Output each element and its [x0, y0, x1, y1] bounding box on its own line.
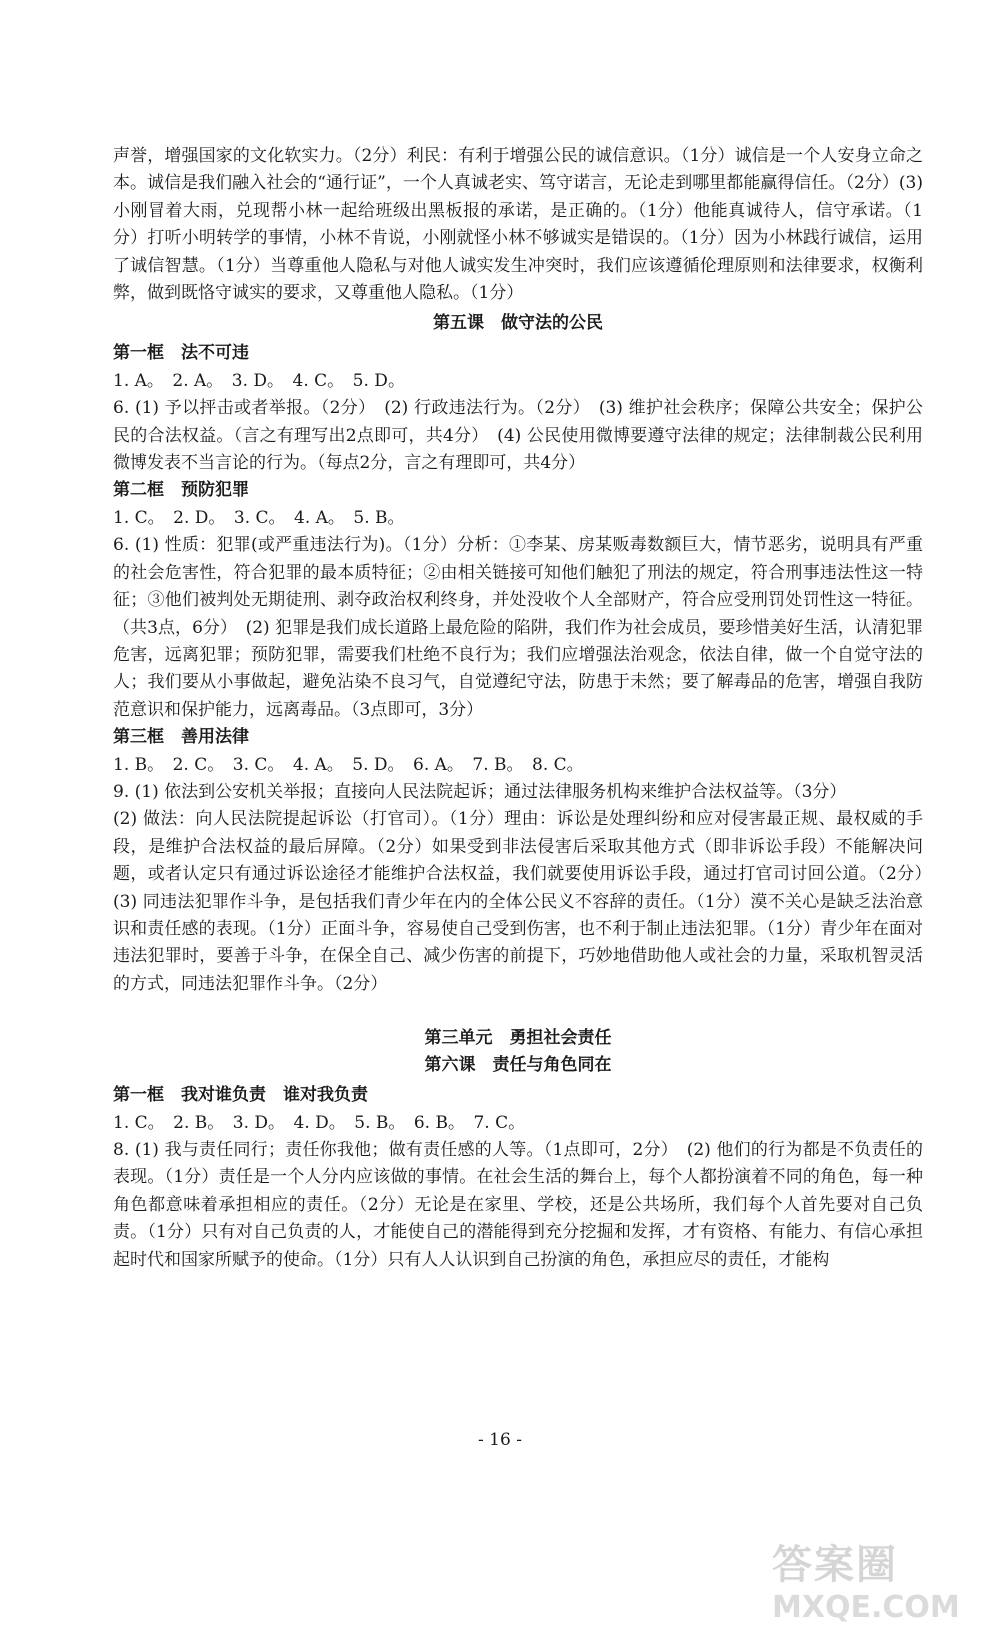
lesson5-title: 第五课 做守法的公民 — [433, 313, 603, 334]
lesson5-frame3-title: 第三框 善用法律 — [113, 727, 249, 748]
lesson5-frame1-q6: 6. (1) 予以抨击或者举报。（2分） (2) 行政违法行为。（2分） (3) 维护社会秩序；保障公共安全；保护公民的合法权益。（言之有理写出2点即可，共4分） (4) 公民使用微博要遵守法律的规定；法律制裁公民利用微博发表不当言论的行为。（每点2分，言之有理即可，共4分） — [113, 398, 923, 474]
intro-paragraph: 声誉，增强国家的文化软实力。（2分）利民：有利于增强公民的诚信意识。（1分）诚信是一个人安身立命之本。诚信是我们融入社会的“通行证”，一个人真诚老实、笃守诺言，无论走到哪里都能赢得信任。（2分）(3) 小刚冒着大雨，兑现帮小林一起给班级出黑板报的承诺，是正确的。（1分）他能真诚待人，信守承诺。（1分）打听小明转学的事情，小林不肯说，小刚就怪小林不够诚实是错误的。（1分）因为小林践行诚信，运用了诚信智慧。（1分）当尊重他人隐私与对他人诚实发生冲突时，我们应该遵循伦理原则和法律要求，权衡利弊，做到既恪守诚实的要求，又尊重他人隐私。（1分） — [113, 146, 923, 304]
lesson5-frame2-q6: 6. (1) 性质：犯罪(或严重违法行为)。（1分）分析：①李某、房某贩毒数额巨大，情节恶劣，说明具有严重的社会危害性，符合犯罪的最本质特征；②由相关链接可知他们触犯了刑法的规定，符合刑事违法性这一特征；③他们被判处无期徒刑、剥夺政治权利终身，并处没收个人全部财产，符合应受刑罚处罚性这一特征。（共3点，6分） (2) 犯罪是我们成长道路上最危险的陷阱，我们作为社会成员，要珍惜美好生活，认清犯罪危害，远离犯罪；预防犯罪，需要我们杜绝不良行为；我们应增强法治观念，依法自律，做一个自觉守法的人；我们要从小事做起，避免沾染不良习气，自觉遵纪守法，防患于未然；要了解毒品的危害，增强自我防范意识和保护能力，远离毒品。（3点即可，3分） — [113, 535, 923, 720]
lesson5-frame2-title: 第二框 预防犯罪 — [113, 480, 249, 501]
lesson6-title: 第六课 责任与角色同在 — [424, 1055, 612, 1076]
lesson5-frame2-choices: 1. C。 2. D。 3. C。 4. A。 5. B。 — [113, 507, 405, 528]
lesson5-frame1-choices: 1. A。 2. A。 3. D。 4. C。 5. D。 — [113, 370, 405, 391]
lesson6-frame1-q8: 8. (1) 我与责任同行；责任你我他；做有责任感的人等。（1点即可，2分） (2) 他们的行为都是不负责任的表现。（1分）责任是一个人分内应该做的事情。在社会生活的舞台上，每个人都扮演着不同的角色，每一种角色都意味着承担相应的责任。（2分）无论是在家里、学校，还是公共场所，我们每个人首先要对自己负责。（1分）只有对自己负责的人，才能使自己的潜能得到充分挖掘和发挥，才有资格、有能力、有信心承担起时代和国家所赋予的使命。（1分）只有人人认识到自己扮演的角色，承担应尽的责任，才能构 — [113, 1140, 923, 1270]
watermark-logo — [772, 1533, 972, 1633]
lesson6-frame1-title: 第一框 我对谁负责 谁对我负责 — [113, 1085, 368, 1106]
lesson6-frame1-choices: 1. C。 2. B。 3. D。 4. D。 5. B。 6. B。 7. C。 — [113, 1112, 526, 1133]
lesson5-frame1-title: 第一框 法不可违 — [113, 343, 249, 364]
watermark-url: MXQE.COM — [772, 1590, 960, 1625]
lesson5-frame3-q9b: (2) 做法：向人民法院提起诉讼（打官司）。（1分）理由：诉讼是处理纠纷和应对侵害最正规、最权威的手段，是维护合法权益的最后屏障。（2分）如果受到非法侵害后采取其他方式（即非诉讼手段）不能解决问题，或者认定只有通过诉讼途径才能维护合法权益，我们就要使用诉讼手段，通过打官司讨回公道。（2分） (3) 同违法犯罪作斗争，是包括我们青少年在内的全体公民义不容辞的责任。（1分）漠不关心是缺乏法治意识和责任感的表现。（1分）正面斗争，容易使自己受到伤害，也不利于制止违法犯罪。（1分）青少年在面对违法犯罪时，要善于斗争，在保全自己、减少伤害的前提下，巧妙地借助他人或社会的力量，采取机智灵活的方式，同违法犯罪作斗争。（2分） — [113, 809, 940, 994]
lesson5-frame3-q9a: 9. (1) 依法到公安机关举报；直接向人民法院起诉；通过法律服务机构来维护合法权益等。（3分） — [113, 781, 847, 802]
section-spacer — [113, 998, 923, 1025]
watermark-logo-text: 答案圈 — [772, 1542, 898, 1588]
document-body — [113, 143, 940, 1274]
unit3-title: 第三单元 勇担社会责任 — [424, 1028, 612, 1049]
lesson5-frame3-choices: 1. B。 2. C。 3. C。 4. A。 5. D。 6. A。 7. B。 8. C。 — [113, 754, 584, 775]
page-number: - 16 - — [478, 1430, 522, 1450]
